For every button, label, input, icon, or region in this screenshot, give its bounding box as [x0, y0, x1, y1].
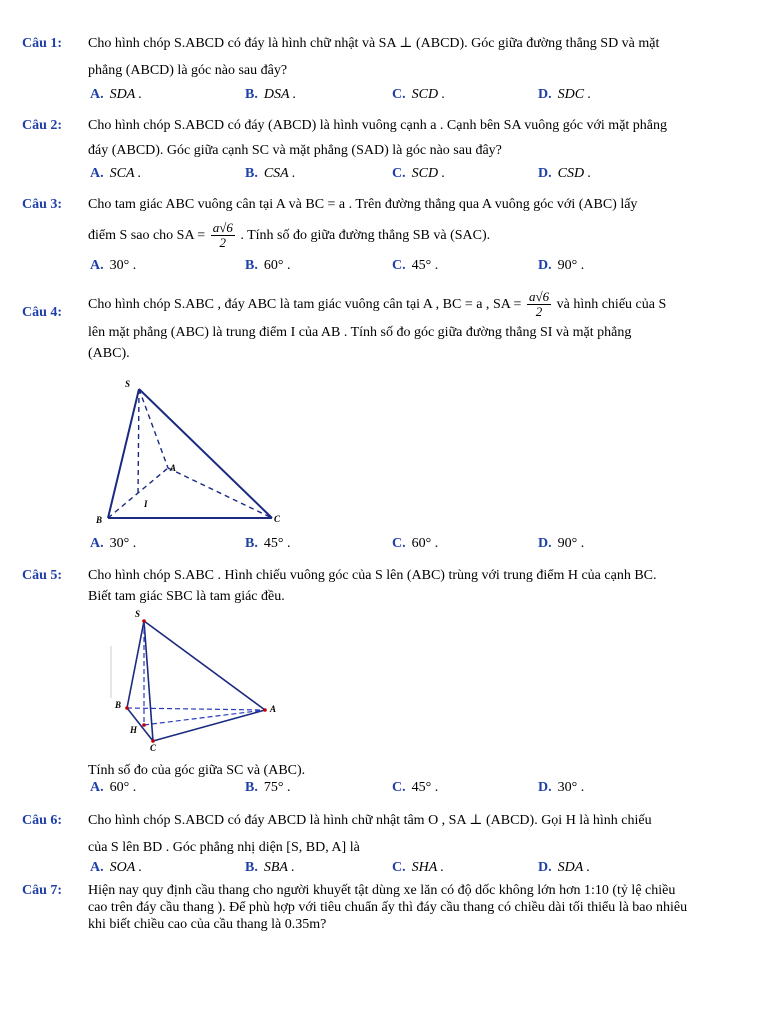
option-b[interactable]: B. CSA .	[245, 166, 296, 181]
option-c[interactable]: C. SCD .	[392, 87, 446, 102]
question-text-line: Cho hình chóp S.ABCD có đáy là hình chữ nhật và SA ⊥ (ABCD). Góc giữa đường thẳng SD và mặt	[88, 36, 660, 51]
option-b[interactable]: B. 60° .	[245, 258, 291, 273]
option-c[interactable]: C. 45° .	[392, 780, 439, 795]
question-5-continued	[88, 760, 742, 781]
fraction: $\frac{a√6}{2}$	[212, 220, 233, 251]
option-c[interactable]: C. SHA .	[392, 860, 445, 875]
question-number: Câu 7:	[22, 883, 63, 898]
point-label-i: I	[144, 499, 148, 509]
point-label-b: B	[96, 515, 103, 525]
question-text-line: Cho hình chóp S.ABC , đáy ABC là tam giác vuông cân tại A , BC = a , SA = $\frac{a√6}{2}$ và hình chiếu của S	[88, 289, 667, 320]
question-number: Câu 4:	[22, 305, 63, 320]
answer-options	[90, 536, 690, 556]
question-text-line: đáy (ABCD). Góc giữa cạnh SC và mặt phẳng (SAD) là góc nào sau đây?	[88, 143, 502, 158]
question-6	[22, 810, 742, 858]
question-4	[22, 289, 742, 364]
point-label-a: A	[270, 704, 277, 714]
answer-options	[90, 258, 690, 278]
option-a[interactable]: A. 30° .	[90, 536, 137, 551]
option-b[interactable]: B. 75° .	[245, 780, 291, 795]
question-text-line: khi biết chiều cao của cầu thang là 0.35m?	[88, 916, 327, 932]
option-b[interactable]: B. 45° .	[245, 536, 291, 551]
question-number: Câu 5:	[22, 568, 63, 583]
point-label-c: C	[150, 743, 157, 753]
option-a[interactable]: A. SCA .	[90, 166, 142, 181]
question-text-line: (ABC).	[88, 345, 130, 361]
option-d[interactable]: D. 90° .	[538, 536, 585, 551]
option-c[interactable]: C. 60° .	[392, 536, 439, 551]
question-7	[22, 883, 742, 900]
option-d[interactable]: D. SDC .	[538, 87, 592, 102]
option-a[interactable]: A. 30° .	[90, 258, 137, 273]
question-5	[22, 565, 742, 607]
question-number: Câu 1:	[22, 36, 63, 51]
question-text-line: điểm S sao cho SA = $\frac{a√6}{2}$ . Tính số đo giữa đường thẳng SB và (SAC).	[88, 220, 491, 251]
answer-options	[90, 780, 690, 800]
question-number: Câu 2:	[22, 118, 63, 133]
answer-options	[90, 860, 690, 880]
fraction: $\frac{a√6}{2}$	[528, 289, 550, 320]
option-a[interactable]: A. SDA .	[90, 87, 143, 102]
option-a[interactable]: A. SOA .	[90, 860, 143, 875]
point-label-s: S	[135, 609, 141, 619]
question-1	[22, 33, 742, 81]
option-c[interactable]: C. 45° .	[392, 258, 439, 273]
answer-options	[90, 166, 690, 186]
question-text-line: phẳng (ABCD) là góc nào sau đây?	[88, 63, 288, 78]
question-text-line: cao trên đáy cầu thang ). Để phù hợp với tiêu chuẩn ấy thì đáy cầu thang có chiều dài tối thiểu là bao nhiêu	[88, 900, 688, 915]
question-text-line: Cho hình chóp S.ABC . Hình chiếu vuông góc của S lên (ABC) trùng với trung điểm H của cạnh BC.	[88, 568, 657, 583]
point-label-c: C	[274, 514, 281, 524]
question-text-line: Biết tam giác SBC là tam giác đều.	[88, 589, 285, 604]
point-label-a: A	[170, 463, 177, 473]
point-label-b: B	[115, 700, 122, 710]
pyramid-figure-q4	[96, 376, 286, 531]
question-text-line: Hiện nay quy định cầu thang cho người khuyết tật dùng xe lăn có độ dốc không lớn hơn 1:10 (tỷ lệ chiều	[88, 883, 676, 898]
question-text-line: Cho hình chóp S.ABCD có đáy (ABCD) là hình vuông cạnh a . Cạnh bên SA vuông góc với mặt phẳng	[88, 118, 668, 133]
question-text-line: lên mặt phẳng (ABC) là trung điểm I của AB . Tính số đo góc giữa đường thẳng SI và mặt phẳng	[88, 324, 632, 340]
option-c[interactable]: C. SCD .	[392, 166, 446, 181]
question-text-line: Cho tam giác ABC vuông cân tại A và BC = a . Trên đường thẳng qua A vuông góc với (ABC) lấy	[88, 197, 638, 212]
pyramid-figure-q5	[108, 608, 288, 754]
option-b[interactable]: B. DSA .	[245, 87, 297, 102]
option-a[interactable]: A. 60° .	[90, 780, 137, 795]
question-text-line: của S lên BD . Góc phẳng nhị diện [S, BD, A] là	[88, 840, 360, 855]
question-3	[22, 194, 742, 251]
question-number: Câu 3:	[22, 197, 63, 212]
option-d[interactable]: D. 90° .	[538, 258, 585, 273]
point-label-h: H	[130, 725, 138, 735]
option-d[interactable]: D. 30° .	[538, 780, 585, 795]
question-text-line: Cho hình chóp S.ABCD có đáy ABCD là hình chữ nhật tâm O , SA ⊥ (ABCD). Gọi H là hình chiếu	[88, 813, 652, 828]
option-b[interactable]: B. SBA .	[245, 860, 295, 875]
question-2	[22, 115, 742, 161]
question-7-continued	[88, 900, 742, 934]
option-d[interactable]: D. CSD .	[538, 166, 592, 181]
answer-options	[90, 87, 690, 107]
point-label-s: S	[125, 379, 131, 389]
question-number: Câu 6:	[22, 813, 63, 828]
question-text-line: Tính số đo của góc giữa SC và (ABC).	[88, 763, 306, 778]
option-d[interactable]: D. SDA .	[538, 860, 591, 875]
